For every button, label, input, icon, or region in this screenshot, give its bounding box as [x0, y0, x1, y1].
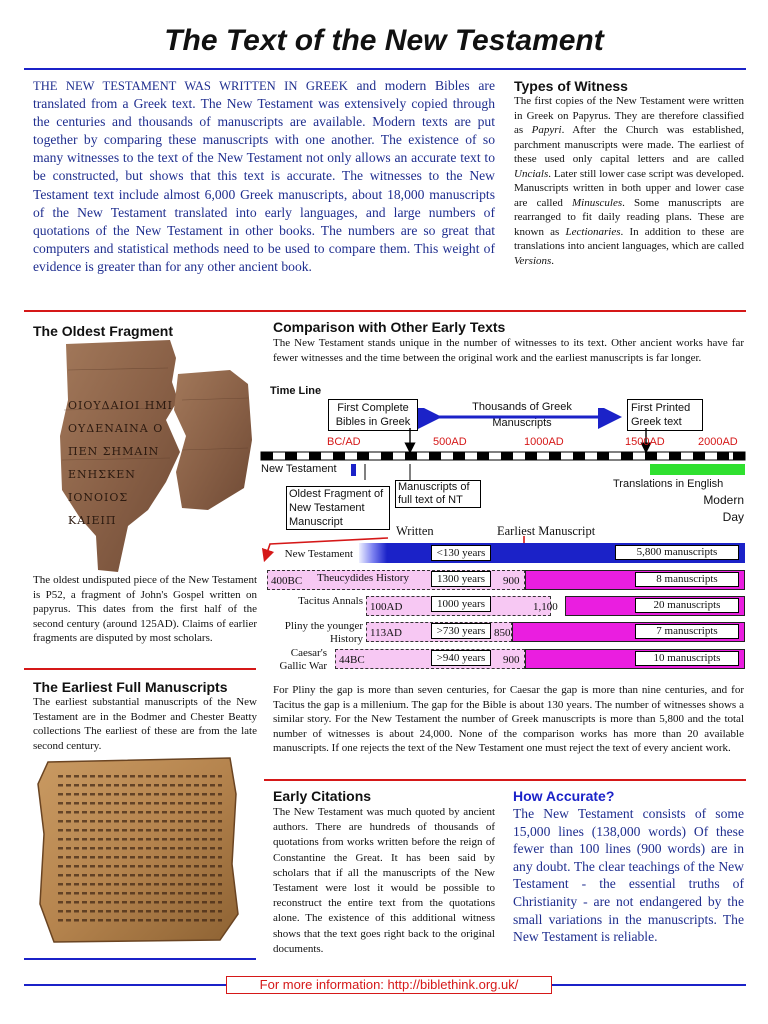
accurate-text: The New Testament consists of some 15,000 lines (138,000 words) Of these fewer than 100 lines (900 words) are in any doubt. The clear teachings of the New Testament - the essential truths of Christianity - are not endangered by the small variations in the manuscripts. The New Testament is reliable. — [513, 806, 744, 945]
row-date: 44BC — [339, 654, 365, 666]
row-date: 100AD — [370, 601, 403, 613]
row-count: 10 manuscripts — [635, 651, 739, 666]
comparison-summary: For Pliny the gap is more than seven centuries, for Caesar the gap is more than nine centuries, and for Tacitus the gap is a millenium. The gap for the Bible is about 130 years. The number of witnesses shows a similar story. For the New Testament the number of Greek manuscripts is more than 5,800 and the total number of witnesses is about 24,000. None of the comparison works has more than 20 available manuscripts. If one rejects the text of the New Testament one must reject the text of every ancient work. — [273, 684, 744, 755]
full-heading: The Earliest Full Manuscripts — [33, 679, 228, 695]
nt-gradient-bar — [359, 543, 387, 563]
types-papyri: Papyri — [531, 124, 562, 137]
row-thucydides — [267, 568, 745, 590]
tick-1500ad: 1500AD — [625, 436, 665, 448]
section-rule-right — [264, 779, 746, 781]
types-uncials: Uncials — [514, 167, 549, 180]
mss-full-box: Manuscripts of full text of NT — [395, 480, 481, 508]
types-t3: . After the Church was established, parchment manuscripts were made. The earliest of these used only capital letters and are called — [514, 124, 745, 166]
section-rule-1 — [24, 310, 746, 312]
fragment-line: ΠΕΝ ΣΗΜΑΙΝ — [68, 445, 160, 458]
oldest-fragment-box: Oldest Fragment of New Testament Manuscript — [286, 486, 390, 530]
row-earliest: 900 — [503, 575, 520, 587]
intro-paragraph — [33, 77, 495, 276]
first-complete-box: First Complete Bibles in Greek — [328, 399, 418, 431]
modern-day-label: Modern Day — [703, 493, 744, 524]
tick-bcad: BC/AD — [327, 436, 361, 448]
types-versions: Versions — [514, 255, 552, 268]
fragment-greek-text — [68, 394, 248, 532]
translations-label: Translations in English — [613, 478, 724, 490]
row-count: 5,800 manuscripts — [615, 545, 739, 560]
types-t7: . Some manuscripts are rearranged to fit daily reading plans. These are known as — [514, 196, 744, 238]
row-count: 20 manuscripts — [635, 598, 739, 613]
fragment-line: ΟΥΔΕΝΑΙΝΑ Ο — [68, 422, 164, 435]
row-new-testament — [267, 543, 745, 565]
types-t5: . Later still lower case script was developed. Manuscripts written in both upper and lower case are called — [514, 167, 744, 209]
row-name: New Testament — [284, 548, 353, 560]
row-pliny — [267, 620, 745, 645]
row-gap: 1300 years — [431, 571, 491, 587]
types-minuscules: Minuscules — [572, 196, 623, 209]
written-label: Written — [396, 524, 434, 538]
footer-link[interactable]: For more information: http://biblethink.org.uk/ — [226, 976, 552, 994]
earliest-ms-label: Earliest Manuscript — [497, 524, 596, 538]
row-gap: 1000 years — [431, 596, 491, 612]
fragment-line: ΕΝΗΣΚΕΝ — [68, 468, 136, 481]
row-gap: <130 years — [431, 545, 491, 561]
row-name: Tacitus Annals — [298, 595, 363, 607]
row-tacitus — [267, 594, 745, 616]
section-rule-left-1 — [24, 668, 256, 670]
timeline-nt-label: New Testament — [261, 463, 337, 475]
tick-500ad: 500AD — [433, 436, 467, 448]
row-name: Theucydides History — [317, 572, 409, 584]
types-heading: Types of Witness — [514, 78, 628, 94]
row-earliest: 1,100 — [533, 601, 558, 613]
full-text: The earliest substantial manuscripts of the New Testament are in the Bodmer and Chester Beatty collections The earliest of these are from the late second century. — [33, 696, 257, 752]
row-count: 7 manuscripts — [635, 624, 739, 639]
title-rule — [24, 68, 746, 70]
page-title: The Text of the New Testament — [164, 24, 604, 57]
row-earliest: 850 — [494, 627, 511, 639]
fragment-line: ΙΟΝΟΙΟΣ — [68, 491, 129, 504]
intro-body: and modern Bibles are translated from a Greek text. The New Testament was extensively copied through the centuries and thousands of manuscripts are available. Modern texts are put together by comparing these manuscripts with one another. The existence of so many witnesses to the text of the New Testament not only allows an accurate text to be constructed, but shows that this text is accurate. The witnesses to the New Testament text include almost 6,000 Greek manuscripts, about 18,000 manuscripts of the New Testament translated into early languages, and large numbers of quotations of the New Testament in other books. The numbers are so great that computers and statistical methods need to be used to compare them. This weight of evidence is greater than for any other ancient book. — [33, 78, 495, 274]
thousands-label: Thousands of Greek Manuscripts — [472, 401, 572, 429]
intro-lead: THE NEW TESTAMENT WAS WRITTEN IN GREEK — [33, 79, 348, 93]
fragment-line: ΟΙΟΥΔΑΙΟΙ ΗΜΙ — [68, 399, 173, 412]
comparison-heading: Comparison with Other Early Texts — [273, 319, 506, 335]
row-gap: >940 years — [431, 650, 491, 666]
row-date: 113AD — [370, 627, 402, 639]
types-t1: The first copies of the New Testament were written in Greek on Papyrus. They are therefore classified as — [514, 95, 744, 137]
row-count: 8 manuscripts — [635, 572, 739, 587]
tick-1000ad: 1000AD — [524, 436, 564, 448]
row-gap: >730 years — [431, 623, 491, 639]
fragment-line: ΚΑΙΕΙΠ — [68, 514, 117, 527]
first-printed-box: First Printed Greek text — [627, 399, 703, 431]
accurate-heading: How Accurate? — [513, 788, 615, 804]
citations-text: The New Testament was much quoted by ancient authors. There are hundreds of thousands of quotations from works written before the reign of Constantine the Great. It has been said by scholars that if all the manuscripts of the New Testament were lost it would be possible to reconstruct the entire text from the quotations alone. The existence of this additional witness shows that the text goes right back to the original documents. — [273, 806, 495, 955]
types-t11: . — [551, 255, 555, 268]
bottom-left-rule — [24, 958, 256, 960]
row-date: 400BC — [271, 575, 303, 587]
row-name: Caesar's Gallic War — [279, 647, 327, 672]
papyrus-fragment-image — [58, 340, 253, 572]
manuscript-page-image — [34, 754, 240, 944]
oldest-heading: The Oldest Fragment — [33, 323, 174, 339]
oldest-caption: The oldest undisputed piece of the New Testament is P52, a fragment of John's Gospel written on papyrus. This dates from the first half of the second century (around 125AD). Claims of earlier fragments are disputed by most scholars. — [33, 574, 257, 645]
row-caesar — [267, 647, 745, 672]
types-text — [514, 94, 744, 269]
types-t9: . In addition to these are translations into ancient languages, which are called — [514, 225, 744, 253]
timeline-label: Time Line — [270, 385, 322, 397]
citations-heading: Early Citations — [273, 788, 372, 804]
row-name: Pliny the younger History — [284, 620, 363, 645]
comparison-intro: The New Testament stands unique in the number of witnesses to its text. Other ancient works have far fewer witnesses and the time between the original work and the earliest manuscripts is far longer. — [273, 337, 744, 364]
types-lectionaries: Lectionaries — [565, 225, 621, 238]
row-earliest: 900 — [503, 654, 520, 666]
tick-2000ad: 2000AD — [698, 436, 738, 448]
